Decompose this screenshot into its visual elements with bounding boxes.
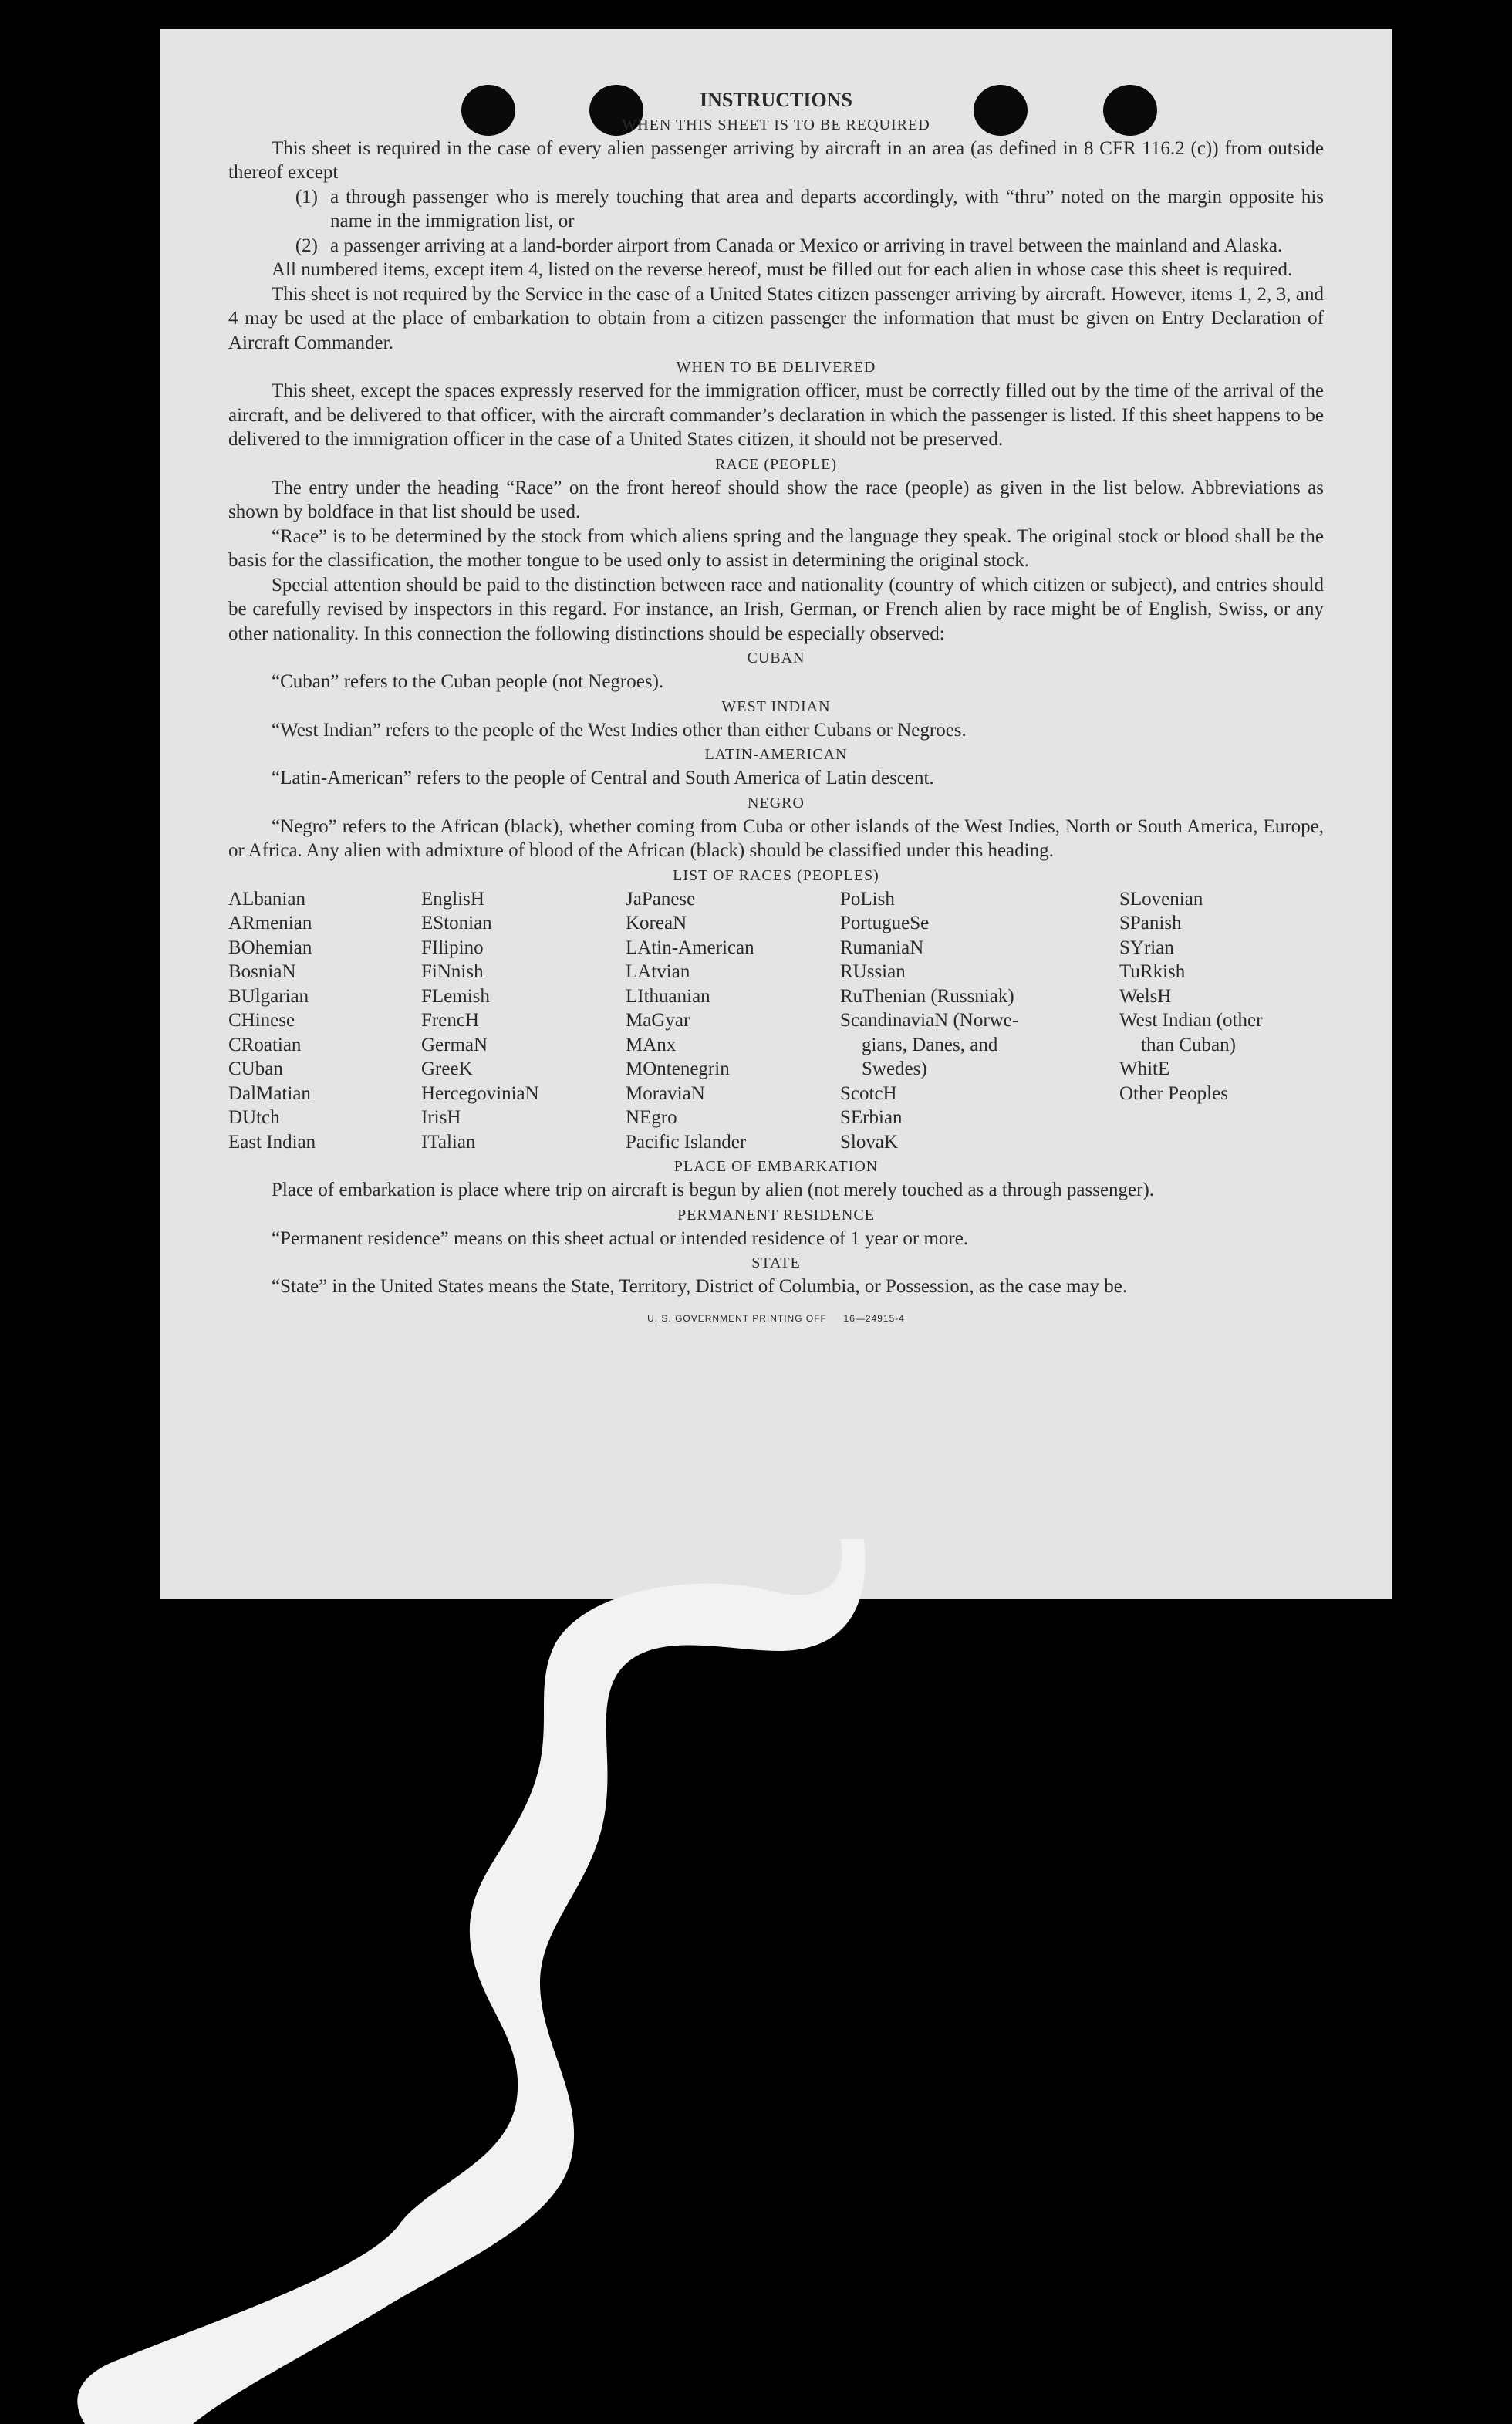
race-entry: FLemish [421,985,490,1007]
race-entry: HercegoviniaN [421,1082,539,1104]
race-entry: WelsH [1119,985,1172,1007]
race-entry: CRoatian [228,1034,302,1055]
race-entry: LAtvian [626,961,690,982]
race-entry: SlovaK [840,1131,898,1153]
heading-west-indian: WEST INDIAN [721,697,831,715]
race-entry: FrencH [421,1010,479,1031]
race-entry: PortugueSe [840,913,930,933]
race-entry: BOhemian [228,937,312,958]
race-entry: Pacific Islander [626,1131,747,1153]
race-entry: MAnx [626,1034,677,1055]
race-entry: WhitE [1119,1058,1170,1079]
paragraph: This sheet is required in the case of every alien passenger arriving by aircraft in an area (as defined in 8 CFR 116.2 (c)) from outside thereof except [228,137,1324,183]
printer-imprint: U. S. GOVERNMENT PRINTING OFF 16—24915-4 [647,1312,905,1324]
race-entry: ARmenian [228,913,312,933]
paragraph: “Cuban” refers to the Cuban people (not Negroes). [272,671,664,692]
heading-negro: NEGRO [748,794,805,812]
heading-state: STATE [751,1254,801,1271]
paragraph: “West Indian” refers to the people of the West Indies other than either Cubans or Negroes. [272,719,967,741]
page-title: INSTRUCTIONS [700,89,852,111]
race-entry: ITalian [421,1131,476,1153]
paragraph: “Latin-American” refers to the people of Central and South America of Latin descent. [272,768,934,788]
race-entry: EStonian [421,913,492,933]
race-entry: EnglisH [421,888,484,910]
heading-latin-american: LATIN-AMERICAN [704,746,848,763]
race-entry: LIthuanian [626,985,710,1007]
race-entry: CUban [228,1058,283,1079]
heading-cuban: CUBAN [747,650,805,667]
heading-permanent-residence: PERMANENT RESIDENCE [677,1206,875,1224]
race-entry: SErbian [840,1107,903,1128]
race-entry: LAtin-American [626,937,754,958]
race-entry: MoraviaN [626,1082,705,1104]
paragraph: “Race” is to be determined by the stock from which aliens spring and the language they speak. The original stock or blood shall be the basis for the classification, the mother tongue to be used only to assist in determining the original stock. [228,525,1324,571]
race-entry: DUtch [228,1107,280,1128]
race-entry: JaPanese [626,888,696,910]
race-entry: CHinese [228,1010,295,1031]
race-entry: Other Peoples [1119,1082,1228,1104]
paragraph: This sheet is not required by the Service in the case of a United States citizen passenger arriving by aircraft. However, items 1, 2, 3, and 4 may be used at the place of embarkation to obtain from a citizen passenger the information that must be given on Entry Declaration of Aircraft Commander. [228,283,1324,353]
race-entry: SYrian [1119,937,1174,958]
race-entry: MOntenegrin [626,1058,730,1079]
race-entry: gians, Danes, and [862,1034,998,1055]
race-entry: DalMatian [228,1082,311,1104]
paragraph: Special attention should be paid to the distinction between race and nationality (country of which citizen or subject), and entries should be carefully revised by inspectors in this regard. For instance, an Irish, German, or French alien by race might be of English, Swiss, or any other nationality. In this connection the following distinctions should be especially observed: [228,574,1324,644]
race-entry: SPanish [1119,913,1182,933]
race-entry: FIlipino [421,937,484,958]
item-number: (1) [295,186,318,208]
paragraph: “State” in the United States means the State, Territory, District of Columbia, or Possession, as the case may be. [272,1276,1128,1297]
race-entry: RumaniaN [840,937,924,958]
paragraph: “Permanent residence” means on this sheet actual or intended residence of 1 year or more. [272,1227,969,1249]
item-text: a through passenger who is merely touching that area and departs accordingly, with “thru” noted on the margin opposite his name in the immigration list, or [330,186,1324,231]
heading-when-delivered: WHEN TO BE DELIVERED [676,359,876,376]
race-entry: BUlgarian [228,985,309,1007]
race-entry: ALbanian [228,888,305,910]
race-entry: SLovenian [1119,888,1203,910]
race-entry: KoreaN [626,913,687,933]
paragraph: Place of embarkation is place where trip on aircraft is begun by alien (not merely touched as a through passenger). [272,1180,1155,1200]
race-entry: TuRkish [1119,961,1186,982]
paragraph: “Negro” refers to the African (black), whether coming from Cuba or other islands of the West Indies, North or South America, Europe, or Africa. Any alien with admixture of blood of the African (black) should be classified under this heading. [228,815,1324,861]
race-entry: GreeK [421,1058,473,1079]
race-entry: FiNnish [421,961,484,982]
race-entry: RUssian [840,961,906,982]
race-entry: West Indian (other [1119,1010,1263,1031]
race-entry: BosniaN [228,961,296,982]
heading-race: RACE (PEOPLE) [715,455,837,473]
item-number: (2) [295,235,318,256]
item-text: a passenger arriving at a land-border airport from Canada or Mexico or arriving in travel between the mainland and Alaska. [330,235,1283,256]
race-entry: than Cuban) [1141,1034,1236,1055]
race-entry: Swedes) [862,1058,927,1079]
race-entry: RuThenian (Russniak) [840,985,1014,1007]
race-entry: East Indian [228,1131,316,1153]
race-entry: PoLish [840,888,895,910]
race-entry: NEgro [626,1107,677,1128]
heading-list-of-races: LIST OF RACES (PEOPLES) [673,866,879,884]
paragraph: All numbered items, except item 4, listed on the reverse hereof, must be filled out for each alien in whose case this sheet is required. [272,259,1293,280]
race-entry: MaGyar [626,1010,690,1031]
race-entry: ScotcH [840,1082,897,1104]
paragraph: The entry under the heading “Race” on the front hereof should show the race (people) as given in the list below. Abbreviations as shown by boldface in that list should be used. [228,477,1324,522]
heading-when-required: WHEN THIS SHEET IS TO BE REQUIRED [622,116,930,133]
race-entry: GermaN [421,1034,488,1055]
race-entry: ScandinaviaN (Norwe- [840,1010,1019,1031]
heading-place-of-embarkation: PLACE OF EMBARKATION [673,1158,879,1175]
race-entry: IrisH [421,1107,461,1128]
paragraph: This sheet, except the spaces expressly reserved for the immigration officer, must be correctly filled out by the time of the arrival of the aircraft, and be delivered to that officer, with the aircraft commander’s declaration in which the passenger is listed. If this sheet happens to be delivered to the immigration officer in the case of a United States citizen, it should not be preserved. [228,380,1324,450]
